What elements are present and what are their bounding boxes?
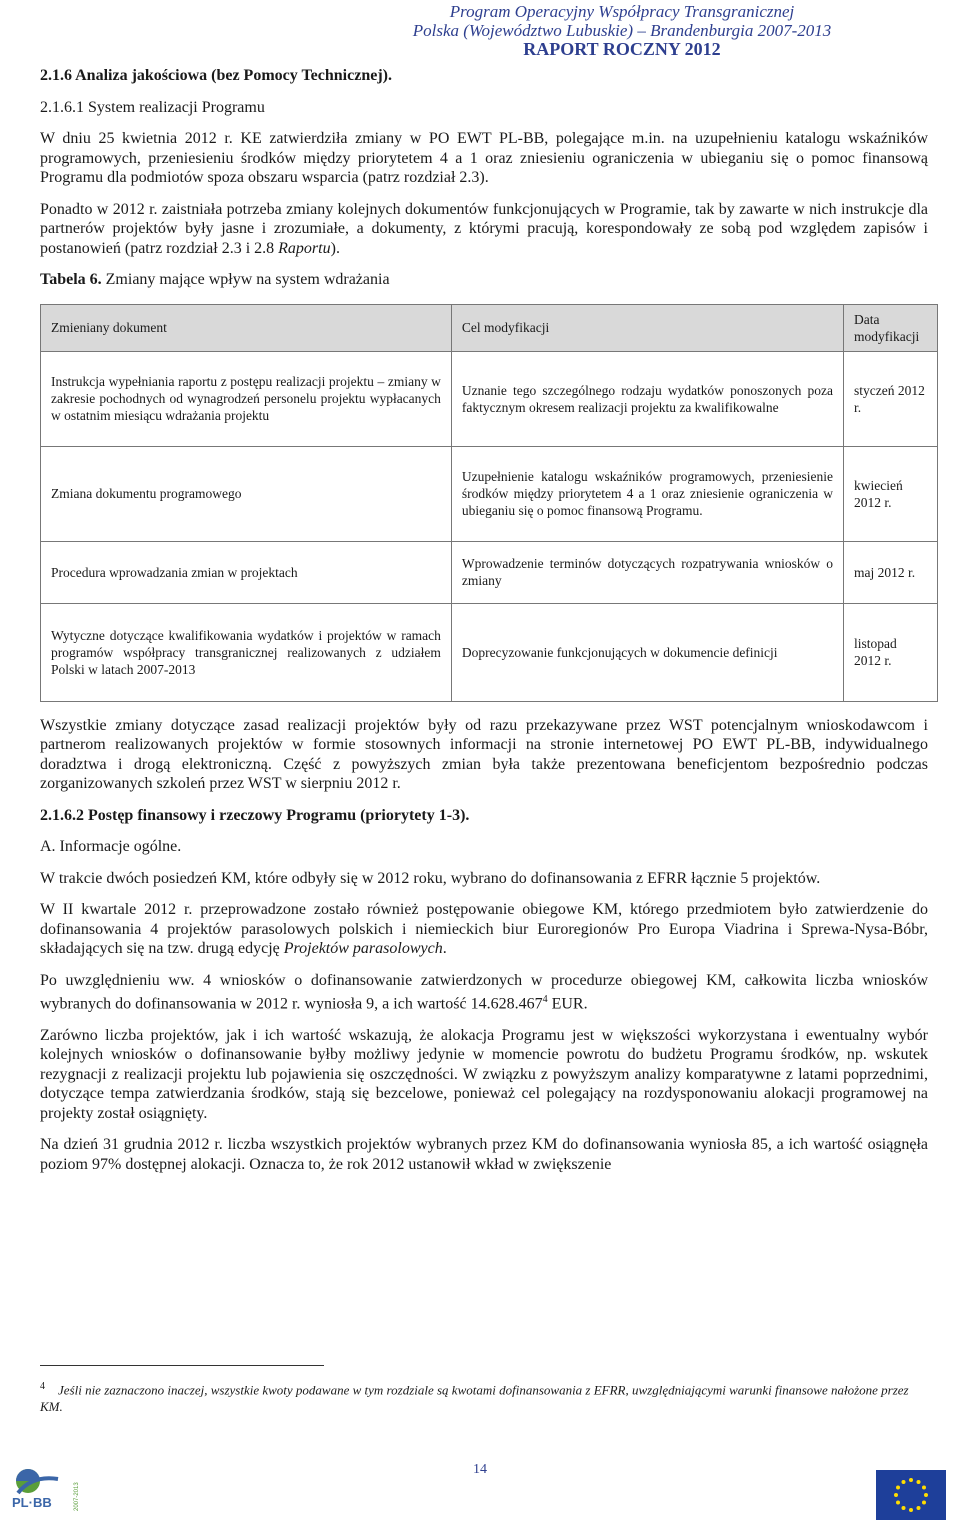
paragraph: W II kwartale 2012 r. przeprowadzone zostało również postępowanie obiegowe KM, którego przedmiotem było zatwierdzenie do dofinansowania 4 projektów parasolowych polskich i niemieckich biur Euroregionów Pro Europa Viadrina i Sprewa-Nysa-Bóbr, składających się na tzw. drugą edycję Projektów parasolowych. [40, 901, 928, 957]
table-cell: Doprecyzowanie funkcjonujących w dokumencie definicji [451, 603, 843, 701]
table-row [41, 541, 938, 603]
eu-star [924, 1493, 928, 1497]
paragraph: Zarówno liczba projektów, jak i ich wartość wskazują, że alokacja Programu jest w większości wykorzystana i ewentualny wybór kolejnych wniosków o dofinansowanie byłby możliwy jedynie w momencie powrotu do budżetu Programu środków, np. wskutek rezygnacji z realizacji projektu lub pojawienia się oszczędności. W związku z powyższym analizy komparatywne z latami poprzednimi, dotyczące tempa zatwierdzania środków, stają się bezcelowe, ponieważ cel polegający na rozdysponowaniu alokacji programowej na projekty został osiągnięty. [40, 1026, 928, 1122]
eu-star [922, 1501, 926, 1505]
eu-star [894, 1493, 898, 1497]
footnote-divider [40, 1365, 324, 1366]
paragraph: Po uwzględnieniu ww. 4 wniosków o dofinansowanie zatwierdzonych w procedurze obiegowej KM, całkowita liczba wniosków wybranych do dofinansowania w 2012 r. wyniosła 9, a ich wartość 14.628.467$^4$ EUR. [40, 971, 928, 1013]
table-caption: Tabela 6. Zmiany mające wpływ na system wdrażania [40, 271, 390, 288]
table-cell: Uzupełnienie katalogu wskaźników programowych, przeniesienie środków między priorytetem 4 a 1 oraz zniesienie ograniczenia w ubieganiu się o pomoc finansową Programu. [451, 446, 843, 541]
table-header-row [41, 304, 938, 351]
eu-star [896, 1501, 900, 1505]
table-cell: Procedura wprowadzania zmian w projektach [41, 541, 452, 603]
table-cell: Wytyczne dotyczące kwalifikowania wydatków i projektów w ramach programów współpracy transgranicznej realizowanych z udziałem Polski w latach 2007-2013 [41, 603, 452, 701]
eu-star [902, 1480, 906, 1484]
table-row [41, 446, 938, 541]
eu-star [922, 1486, 926, 1490]
paragraph: Ponadto w 2012 r. zaistniała potrzeba zmiany kolejnych dokumentów funkcjonujących w Programie, tak by zawarte w nich instrukcje dla partnerów projektów były jasne i zrozumiałe, a dokumenty, z którymi pracują, korespondowały ze sobą pod względem zapisów i postanowień (patrz rozdział 2.3 i 2.8 Raportu). [40, 200, 928, 257]
eu-star [909, 1478, 913, 1482]
section-subheading: 2.1.6.1 System realizacji Programu [40, 98, 265, 116]
logo-text: PL·BB [12, 1495, 52, 1510]
subsection-heading: A. Informacje ogólne. [40, 838, 182, 855]
page-header [302, 2, 942, 59]
table-cell: maj 2012 r. [844, 541, 938, 603]
table-row [41, 351, 938, 446]
table-cell: Wprowadzenie terminów dotyczących rozpatrywania wniosków o zmiany [451, 541, 843, 603]
eu-star [902, 1506, 906, 1510]
header-program-subtitle: Polska (Województwo Lubuskie) – Brandenburgia 2007-2013 [412, 21, 832, 40]
eu-star [917, 1480, 921, 1484]
footnote-number: 4 [40, 1381, 45, 1392]
footnote: $^4$ Jeśli nie zaznaczono inaczej, wszystkie kwoty podawane w tym rozdziale są kwotami dofinansowania z EFRR, uwzględniającymi warunki finansowe nałożone przez KM. [40, 1381, 909, 1415]
table-cell: Uznanie tego szczególnego rodzaju wydatków ponoszonych poza faktycznym okresem realizacji projektu za kwalifikowalne [451, 351, 843, 446]
table-cell: kwiecień 2012 r. [844, 446, 938, 541]
eu-flag-icon [876, 1470, 946, 1520]
eu-star [917, 1506, 921, 1510]
footnote-reference: 4 [542, 994, 548, 1005]
paragraph: Na dzień 31 grudnia 2012 r. liczba wszystkich projektów wybranych przez KM do dofinansowania wyniosła 85, a ich wartość osiągnęła poziom 97% dostępnej alokacji. Oznacza to, że rok 2012 ustanowił wkład w zwiększenie [40, 1136, 928, 1173]
paragraph: W dniu 25 kwietnia 2012 r. KE zatwierdziła zmiany w PO EWT PL-BB, polegające m.in. na uzupełnieniu katalogu wskaźników programowych, przeniesieniu środków między priorytetem 4 a 1 oraz zniesieniu ograniczenia w ubieganiu się o pomoc finansową Programu dla podmiotów spoza obszaru wsparcia (patrz rozdział 2.3). [40, 130, 928, 186]
page-number: 14 [473, 1462, 487, 1477]
header-program-title: Program Operacyjny Współpracy Transgranicznej [449, 2, 795, 21]
section-heading: 2.1.6 Analiza jakościowa (bez Pomocy Technicznej). [40, 67, 392, 84]
plbb-logo-icon [8, 1465, 78, 1523]
section-heading: 2.1.6.2 Postęp finansowy i rzeczowy Programu (priorytety 1-3). [40, 806, 470, 824]
document-body [40, 66, 928, 1174]
eu-star [909, 1508, 913, 1512]
paragraph: W trakcie dwóch posiedzeń KM, które odbyły się w 2012 roku, wybrano do dofinansowania z EFRR łącznie 5 projektów. [40, 869, 821, 887]
column-header: Cel modyfikacji [451, 304, 843, 351]
table-cell: styczeń 2012 r. [844, 351, 938, 446]
column-header: Data modyfikacji [844, 304, 938, 351]
eu-star [896, 1486, 900, 1490]
paragraph: Wszystkie zmiany dotyczące zasad realizacji projektów były od razu przekazywane przez WST potencjalnym wnioskodawcom i partnerom realizowanych projektów w formie stosownych informacji na stronie internetowej PO EWT PL-BB, indywidualnego doradztwa i drogą elektroniczną. Część z powyższych zmian była także prezentowana beneficjentom bezpośrednio podczas zorganizowanych szkoleń przez WST w sierpniu 2012 r. [40, 716, 928, 792]
column-header: Zmieniany dokument [41, 304, 452, 351]
table-cell: Zmiana dokumentu programowego [41, 446, 452, 541]
logo-years: 2007-2013 [74, 1482, 80, 1511]
header-report-title: RAPORT ROCZNY 2012 [523, 39, 721, 59]
changes-table [40, 304, 938, 702]
table-cell: Instrukcja wypełniania raportu z postępu realizacji projektu – zmiany w zakresie pochodnych od wynagrodzeń personelu projektu wypłacanych w ostatnim miesiącu wdrażania projektu [41, 351, 452, 446]
table-cell: listopad 2012 r. [844, 603, 938, 701]
table-row [41, 603, 938, 701]
